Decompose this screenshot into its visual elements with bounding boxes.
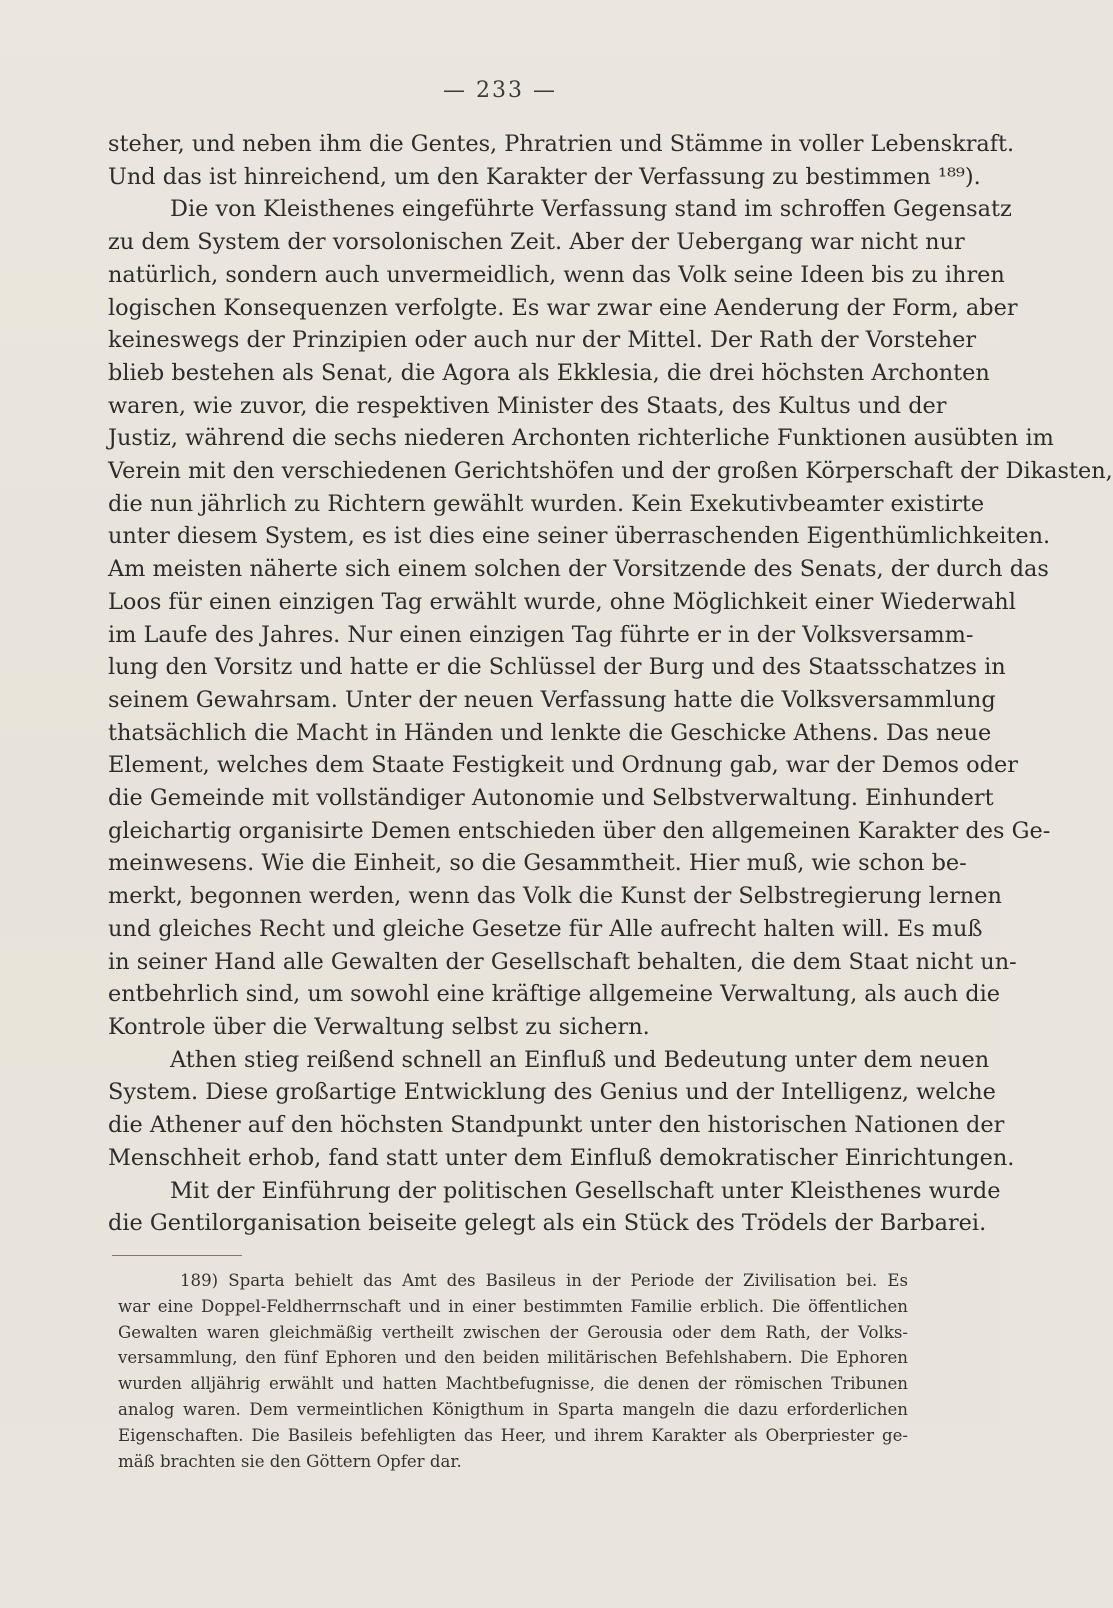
text-line: Am meisten näherte sich einem solchen der Vorsitzende des Senats, der durch das [108,556,1049,583]
paragraph [108,128,1015,193]
text-line: Kontrole über die Verwaltung selbst zu sichern. [108,1013,650,1040]
text-line: Und das ist hinreichend, um den Karakter der Verfassung zu bestimmen ¹⁸⁹). [108,163,981,190]
text-line: unter diesem System, es ist dies eine seiner überraschenden Eigenthümlichkeiten. [108,523,1051,550]
text-line: zu dem System der vorsolonischen Zeit. Aber der Uebergang war nicht nur [108,229,965,256]
text-line: Mit der Einführung der politischen Gesellschaft unter Kleisthenes wurde [170,1177,1001,1204]
text-line: blieb bestehen als Senat, die Agora als Ekklesia, die drei höchsten Archonten [108,359,990,386]
footnote-line: analog waren. Dem vermeintlichen Königthum in Sparta mangeln die dazu erforderlichen [118,1399,908,1419]
text-line: in seiner Hand alle Gewalten der Gesellschaft behalten, die dem Staat nicht un- [108,948,1017,975]
footnote-divider [112,1255,242,1256]
text-line: Die von Kleisthenes eingeführte Verfassung stand im schroffen Gegensatz [170,196,1012,223]
text-line: die Gemeinde mit vollständiger Autonomie und Selbstverwaltung. Einhundert [108,785,994,812]
text-line: lung den Vorsitz und hatte er die Schlüssel der Burg und des Staatsschatzes in [108,654,1006,681]
text-line: System. Diese großartige Entwicklung des Genius und der Intelligenz, welche [108,1079,996,1106]
text-line: waren, wie zuvor, die respektiven Minister des Staats, des Kultus und der [108,392,947,419]
footnote-line: war eine Doppel-Feldherrnschaft und in einer bestimmten Familie erblich. Die öffentlichen [118,1296,908,1316]
text-line: Element, welches dem Staate Festigkeit und Ordnung gab, war der Demos oder [108,752,1018,779]
text-line: seinem Gewahrsam. Unter der neuen Verfassung hatte die Volksversammlung [108,686,996,713]
page-number: — 233 — [443,78,557,103]
text-line: keineswegs der Prinzipien oder auch nur der Mittel. Der Rath der Vorsteher [108,327,977,354]
text-line: Verein mit den verschiedenen Gerichtshöfen und der großen Körperschaft der Dikasten, [108,458,1113,485]
footnote-line: Eigenschaften. Die Basileis befehligten das Heer, und ihrem Karakter als Oberpriester ge- [118,1425,908,1445]
text-line: entbehrlich sind, um sowohl eine kräftige allgemeine Verwaltung, als auch die [108,981,1001,1008]
text-line: und gleiches Recht und gleiche Gesetze für Alle aufrecht halten will. Es muß [108,915,983,942]
footnote-line: versammlung, den fünf Ephoren und den beiden militärischen Befehlshabern. Die Ephoren [118,1348,908,1368]
text-line: Menschheit erhob, fand statt unter dem Einfluß demokratischer Einrichtungen. [108,1144,1015,1171]
text-line: die Athener auf den höchsten Standpunkt unter den historischen Nationen der [108,1112,1005,1139]
paragraph [108,1175,1001,1240]
main-text [108,128,1113,1240]
text-line: steher, und neben ihm die Gentes, Phratrien und Stämme in voller Lebenskraft. [108,131,1015,157]
footnote-line: 189) Sparta behielt das Amt des Basileus in der Periode der Zivilisation bei. Es [180,1271,908,1290]
footnote-line: mäß brachten sie den Göttern Opfer dar. [118,1451,462,1471]
text-line: Loos für einen einzigen Tag erwählt wurde, ohne Möglichkeit einer Wiederwahl [108,588,1016,615]
text-line: gleichartig organisirte Demen entschieden über den allgemeinen Karakter des Ge- [108,817,1051,844]
text-line: merkt, begonnen werden, wenn das Volk die Kunst der Selbstregierung lernen [108,883,1002,910]
paragraph [108,1044,1015,1175]
text-line: die Gentilorganisation beiseite gelegt als ein Stück des Trödels der Barbarei. [108,1210,987,1237]
text-line: meinwesens. Wie die Einheit, so die Gesammtheit. Hier muß, wie schon be- [108,850,967,877]
footnote [118,1268,908,1474]
paragraph [108,193,1113,1043]
text-line: die nun jährlich zu Richtern gewählt wurden. Kein Exekutivbeamter existirte [108,490,985,517]
text-line: im Laufe des Jahres. Nur einen einzigen Tag führte er in der Volksversamm- [108,621,974,648]
text-line: Athen stieg reißend schnell an Einfluß und Bedeutung unter dem neuen [170,1046,990,1073]
footnote-line: wurden alljährig erwählt und hatten Machtbefugnisse, die denen der römischen Tribunen [118,1374,908,1394]
text-line: thatsächlich die Macht in Händen und lenkte die Geschicke Athens. Das neue [108,719,992,746]
footnote-line: Gewalten waren gleichmäßig vertheilt zwischen der Gerousia oder dem Rath, der Volks- [118,1322,908,1342]
text-line: natürlich, sondern auch unvermeidlich, wenn das Volk seine Ideen bis zu ihren [108,261,1005,288]
text-line: logischen Konsequenzen verfolgte. Es war zwar eine Aenderung der Form, aber [108,294,1018,321]
text-line: Justiz, während die sechs niederen Archonten richterliche Funktionen ausübten im [108,425,1054,452]
